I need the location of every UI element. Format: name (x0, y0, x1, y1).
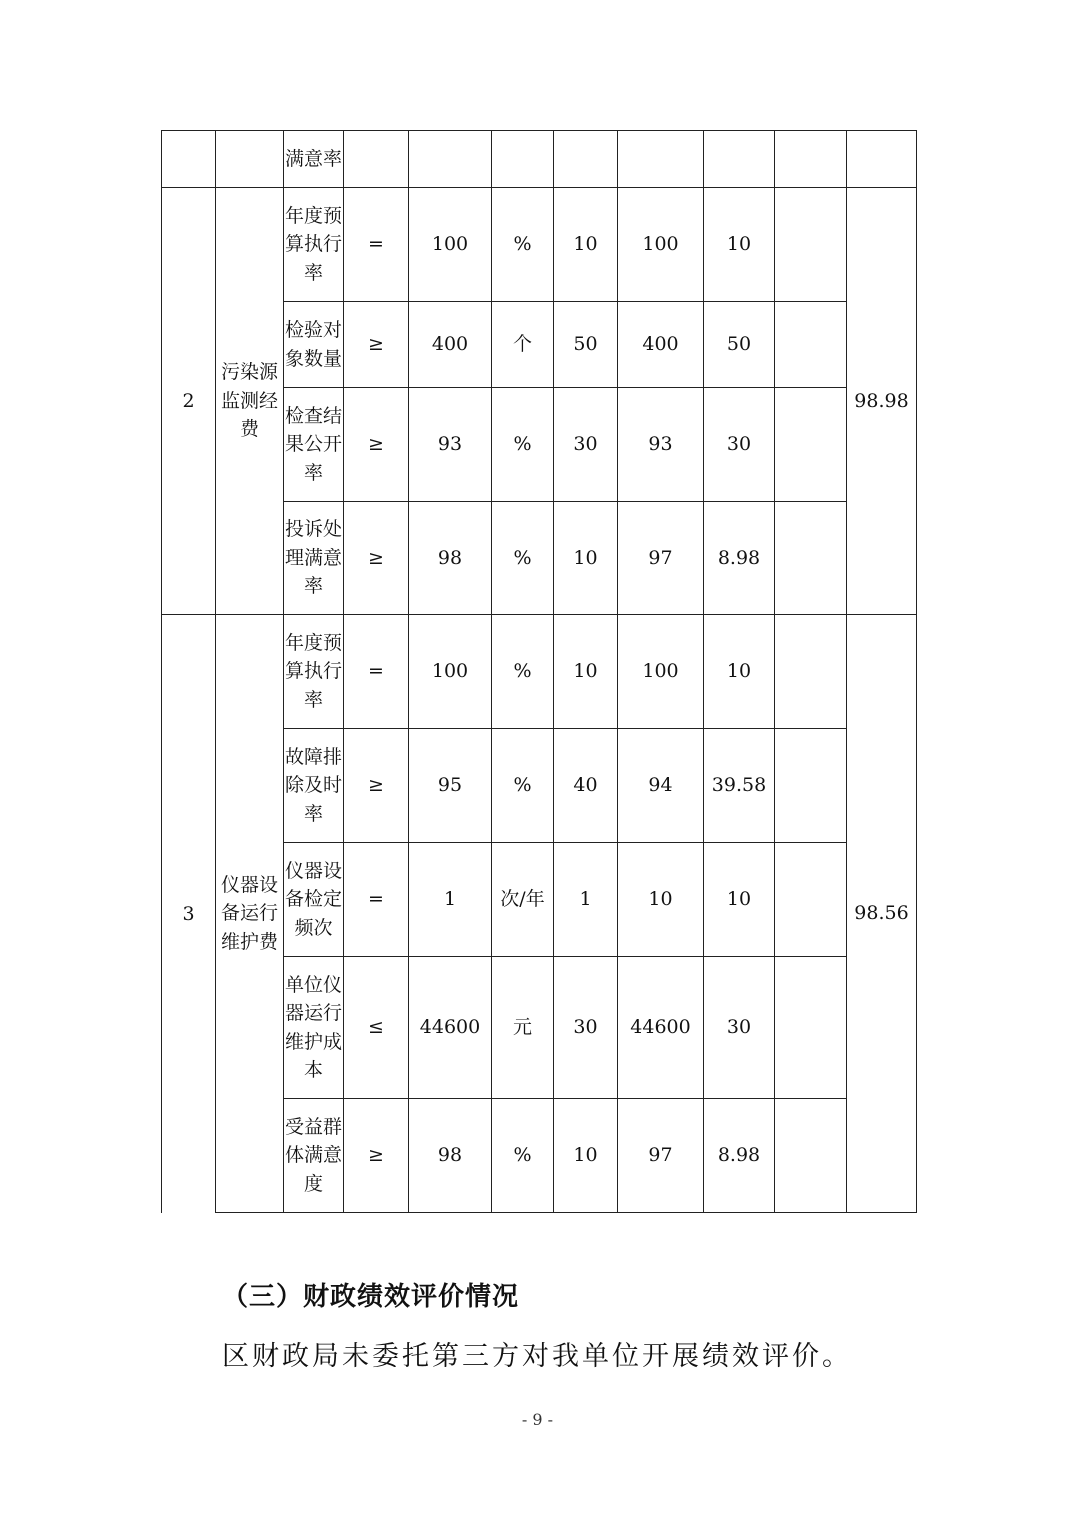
cell-target: 1 (409, 843, 492, 957)
cell-score: 39.58 (704, 729, 775, 843)
cell-score: 8.98 (704, 1099, 775, 1213)
cell-score: 10 (704, 188, 775, 302)
cell-unit: % (492, 615, 554, 729)
table-row (162, 615, 917, 729)
cell-name: 仪器设备运行维护费 (216, 615, 284, 1213)
section-title: （三）财政绩效评价情况 (222, 1282, 520, 1312)
cell-actual: 44600 (618, 957, 704, 1099)
cell-weight: 10 (554, 502, 618, 615)
cell-op: ≥ (344, 388, 409, 502)
cell-target: 95 (409, 729, 492, 843)
cell-name: 污染源监测经费 (216, 188, 284, 615)
cell-weight: 10 (554, 188, 618, 302)
cell-op: ≥ (344, 729, 409, 843)
cell-weight: 50 (554, 302, 618, 388)
cell-indicator: 故障排除及时率 (284, 729, 344, 843)
cell-target: 98 (409, 1099, 492, 1213)
cell-score: 30 (704, 957, 775, 1099)
cell-actual: 97 (618, 1099, 704, 1213)
performance-table (161, 130, 917, 1213)
cell-unit: % (492, 188, 554, 302)
cell-score: 50 (704, 302, 775, 388)
cell-no: 2 (162, 188, 216, 615)
cell-unit: 次/年 (492, 843, 554, 957)
cell-indicator: 检验对象数量 (284, 302, 344, 388)
cell-unit: % (492, 729, 554, 843)
cell-note (775, 957, 847, 1099)
cell-actual: 400 (618, 302, 704, 388)
cell-op: ≥ (344, 302, 409, 388)
cell-target: 98 (409, 502, 492, 615)
cell-note (775, 188, 847, 302)
page-number: - 9 - (521, 1410, 554, 1429)
cell-indicator: 单位仪器运行维护成本 (284, 957, 344, 1099)
cell-note (775, 502, 847, 615)
section-body: 区财政局未委托第三方对我单位开展绩效评价。 (222, 1341, 852, 1372)
cell-actual: 97 (618, 502, 704, 615)
cell-target: 44600 (409, 957, 492, 1099)
cell-note (775, 388, 847, 502)
cell-unit: 个 (492, 302, 554, 388)
cell-unit: % (492, 1099, 554, 1213)
cell-actual: 93 (618, 388, 704, 502)
cell-op: = (344, 615, 409, 729)
table-row (162, 131, 917, 188)
cell-actual: 100 (618, 615, 704, 729)
cell-group-score: 98.98 (847, 188, 917, 615)
cell-note (775, 302, 847, 388)
cell-unit: 元 (492, 957, 554, 1099)
cell-weight: 1 (554, 843, 618, 957)
cell-op: = (344, 843, 409, 957)
cell-op: ≥ (344, 502, 409, 615)
cell-actual: 100 (618, 188, 704, 302)
cell-no (162, 131, 216, 188)
cell-name (216, 131, 284, 188)
cell-score: 8.98 (704, 502, 775, 615)
cell-indicator: 受益群体满意度 (284, 1099, 344, 1213)
cell-indicator: 年度预算执行率 (284, 188, 344, 302)
cell-target: 100 (409, 188, 492, 302)
cell-unit: % (492, 502, 554, 615)
cell-weight: 10 (554, 1099, 618, 1213)
cell-indicator: 投诉处理满意率 (284, 502, 344, 615)
cell-note (775, 1099, 847, 1213)
cell-indicator: 仪器设备检定频次 (284, 843, 344, 957)
cell-group-score: 98.56 (847, 615, 917, 1213)
cell-target: 400 (409, 302, 492, 388)
cell-unit: % (492, 388, 554, 502)
cell-weight: 10 (554, 615, 618, 729)
cell-op: ≥ (344, 1099, 409, 1213)
cell-note (775, 615, 847, 729)
cell-indicator: 年度预算执行率 (284, 615, 344, 729)
cell-weight: 40 (554, 729, 618, 843)
cell-indicator: 检查结果公开率 (284, 388, 344, 502)
cell-score: 10 (704, 615, 775, 729)
cell-actual: 10 (618, 843, 704, 957)
cell-score: 10 (704, 843, 775, 957)
cell-score: 30 (704, 388, 775, 502)
cell-note (775, 729, 847, 843)
cell-target: 93 (409, 388, 492, 502)
cell-op: ≤ (344, 957, 409, 1099)
cell-weight: 30 (554, 388, 618, 502)
cell-note (775, 843, 847, 957)
cell-op: = (344, 188, 409, 302)
cell-weight: 30 (554, 957, 618, 1099)
cell-target: 100 (409, 615, 492, 729)
table-row (162, 188, 917, 302)
cell-no: 3 (162, 615, 216, 1213)
cell-indicator: 满意率 (284, 131, 344, 188)
cell-actual: 94 (618, 729, 704, 843)
